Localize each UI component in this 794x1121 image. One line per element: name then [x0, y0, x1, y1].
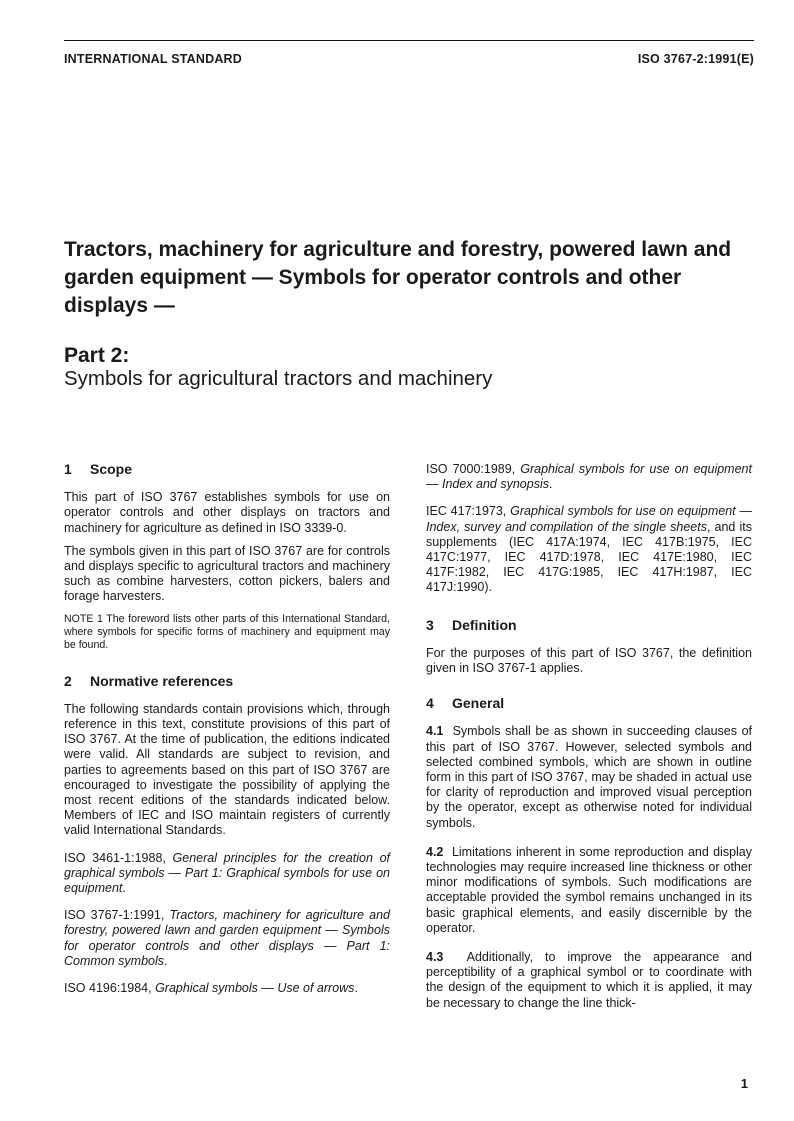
reference-tail: .	[164, 953, 168, 968]
reference-code: ISO 3767-1:1991,	[64, 908, 165, 923]
reference-code: ISO 4196:1984,	[64, 981, 152, 996]
clause-text: Additionally, to improve the appearance and perceptibility of a graphical symbol or to coordinate with the design of the equipment to which it is applied, it may be necessary to change the line thick-	[426, 950, 752, 1010]
reference-item	[426, 462, 752, 492]
reference-title: Graphical symbols for use on equipment — Index and synopsis	[426, 462, 752, 492]
section-normative-heading	[64, 674, 390, 689]
definition-paragraph: For the purposes of this part of ISO 3767, the definition given in ISO 3767-1 applies.	[426, 645, 752, 676]
general-clause	[426, 724, 752, 830]
scope-paragraph-2: The symbols given in this part of ISO 3767 are for controls and displays specific to agricultural tractors and machinery such as combine harvesters, cotton pickers, balers and forage harvesters.	[64, 543, 390, 604]
document-type-label: INTERNATIONAL STANDARD	[64, 52, 243, 66]
section-definition-heading	[426, 618, 752, 633]
normative-intro: The following standards contain provisions which, through reference in this text, constitute provisions of this part of ISO 3767. At the time of publication, the editions indicated were valid. All standards are subject to revision, and parties to agreements based on this part of ISO 3767 are encouraged to investigate the possibility of applying the most recent editions of the standards indicated below. Members of IEC and ISO maintain registers of currently valid International Standards.	[64, 701, 390, 838]
general-clause	[426, 845, 752, 936]
section-number: 1	[64, 461, 72, 477]
reference-title: Graphical symbols — Use of arrows	[155, 981, 355, 996]
section-general-heading	[426, 696, 752, 711]
general-clause	[426, 950, 752, 1011]
reference-tail: .	[354, 981, 358, 996]
reference-code: ISO 7000:1989,	[426, 462, 516, 476]
reference-tail: .	[549, 477, 553, 492]
section-number: 4	[426, 695, 434, 712]
document-title: Tractors, machinery for agriculture and forestry, powered lawn and garden equipment — Symbols for operator controls and other displays —	[64, 238, 732, 317]
reference-tail: , and its supplements (IEC 417A:1974, IEC 417B:1975, IEC 417C:1977, IEC 417D:1978, IEC 417E:1980, IEC 417F:1982, IEC 417G:1985, IEC 417H:1987, IEC 417J:1990).	[426, 519, 752, 595]
clause-number: 4.1	[426, 724, 444, 739]
clause-text: Symbols shall be as shown in succeeding clauses of this part of ISO 3767. However, selected symbols and selected combined symbols, which are shown in outline form in this part of ISO 3767, may be shaded in actual use for clarity of reproduction and improved visual perception by the operator, except as otherwise noted for individual symbols.	[426, 724, 753, 830]
section-scope-heading	[64, 462, 390, 477]
header-rule	[64, 40, 754, 41]
clause-number: 4.3	[426, 950, 444, 965]
standard-number: ISO 3767-2:1991(E)	[637, 52, 754, 66]
clause-text: Limitations inherent in some reproduction and display technologies may require increased line thickness or other minor modifications of symbols. Such modifications are acceptable provided the symbol remains unchanged in its basic graphical elements, and easily discernible by the operator.	[426, 844, 753, 935]
section-number: 3	[426, 616, 434, 633]
reference-tail: .	[122, 881, 126, 896]
section-title: General	[452, 695, 505, 712]
reference-item	[64, 851, 390, 897]
page-number: 1	[740, 1076, 748, 1091]
reference-code: IEC 417:1973,	[426, 504, 507, 519]
clause-number: 4.2	[426, 844, 444, 859]
section-number: 2	[64, 672, 72, 689]
scope-paragraph-1: This part of ISO 3767 establishes symbols for use on operator controls and other displays on tractors and machinery for agriculture as defined in ISO 3339-0.	[64, 490, 390, 535]
reference-item	[64, 981, 390, 996]
reference-item	[64, 908, 390, 969]
reference-item	[426, 504, 752, 595]
scope-note: NOTE 1 The foreword lists other parts of this International Standard, where symbols for specific forms of machinery and equipment may be found.	[64, 612, 390, 651]
reference-title: General principles for the creation of graphical symbols — Part 1: Graphical symbols for use on equipment	[64, 850, 390, 896]
left-column	[64, 462, 390, 1004]
reference-title: Tractors, machinery for agriculture and forestry, powered lawn and garden equipment — Symbols for operator controls and other displays — Part 1: Common symbols	[64, 908, 390, 968]
reference-title: Graphical symbols for use on equipment — Index, survey and compilation of the single sheets	[426, 504, 752, 534]
section-title: Normative references	[90, 672, 234, 689]
section-title: Scope	[90, 461, 133, 477]
reference-code: ISO 3461-1:1988,	[64, 850, 166, 865]
right-column	[426, 462, 752, 1019]
part-subtitle: Symbols for agricultural tractors and machinery	[64, 367, 493, 390]
section-title: Definition	[452, 616, 517, 633]
part-label: Part 2:	[64, 344, 130, 367]
